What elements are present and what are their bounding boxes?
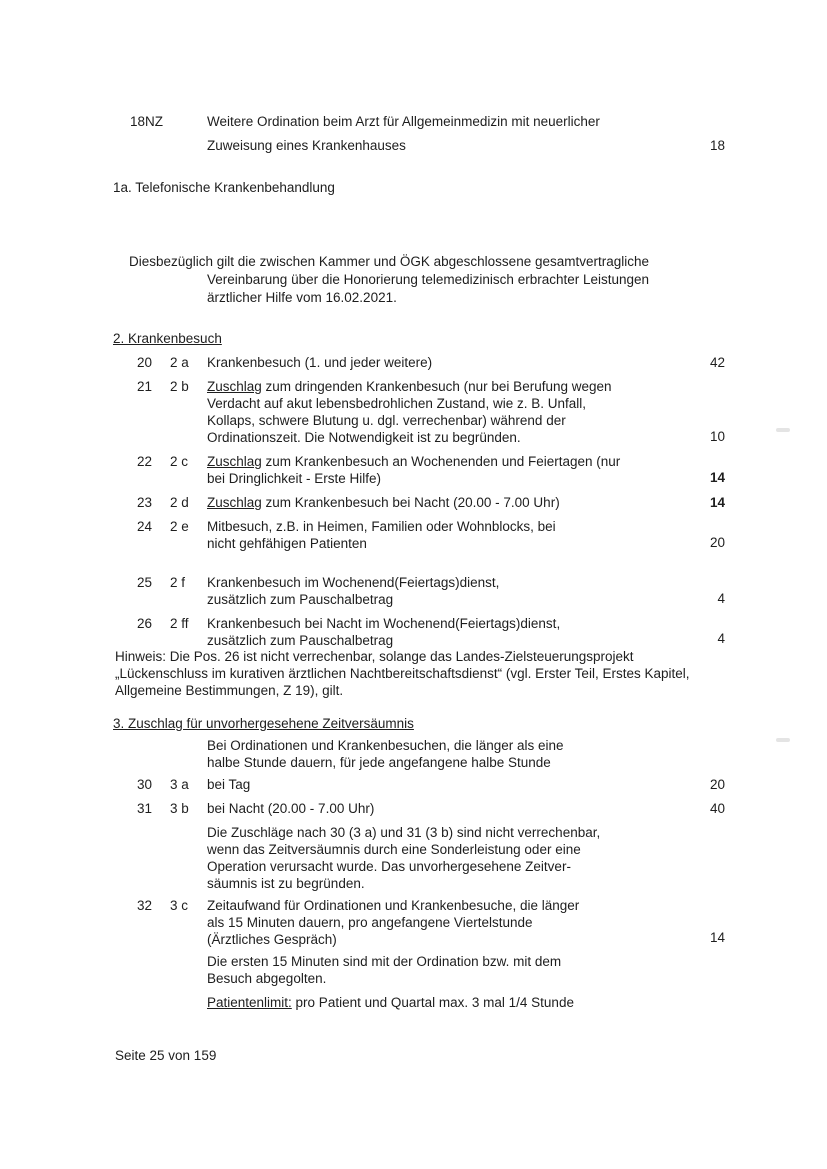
position-number: 24 [136, 519, 152, 534]
hint-text: Allgemeine Bestimmungen, Z 19), gilt. [115, 683, 344, 698]
section-3-intro: halbe Stunde dauern, für jede angefangene halbe Stunde [207, 755, 551, 770]
position-points: 10 [709, 429, 725, 444]
position-text [207, 453, 620, 470]
position-text: nicht gehfähigen Patienten [207, 536, 367, 551]
position-text: Krankenbesuch bei Nacht im Wochenend(Feiertags)dienst, [207, 616, 561, 631]
section-1a-text: Vereinbarung über die Honorierung telemedizinisch erbrachter Leistungen [207, 272, 650, 287]
position-text: Mitbesuch, z.B. in Heimen, Familien oder Wohnblocks, bei [207, 519, 556, 534]
position-code: 18NZ [130, 114, 164, 129]
position-text: Weitere Ordination beim Arzt für Allgemeinmedizin mit neuerlicher [207, 114, 600, 129]
position-text: als 15 Minuten dauern, pro angefangene Viertelstunde [207, 915, 533, 930]
position-points: 14 [709, 495, 725, 510]
position-code: 2 e [170, 519, 189, 534]
position-text: Krankenbesuch im Wochenend(Feiertags)dienst, [207, 575, 500, 590]
position-text: bei Tag [207, 777, 251, 792]
hint-text: Hinweis: Die Pos. 26 ist nicht verrechenbar, solange das Landes-Zielsteuerungsprojekt [115, 649, 634, 664]
position-text-rest: zum dringenden Krankenbesuch (nur bei Berufung wegen [261, 379, 612, 394]
position-points: 14 [709, 930, 725, 945]
patient-limit-label: Patientenlimit: [207, 995, 292, 1010]
position-number: 31 [136, 801, 152, 816]
position-points: 18 [709, 138, 725, 153]
position-text [207, 378, 612, 395]
section-3-note: Die Zuschläge nach 30 (3 a) und 31 (3 b) sind nicht verrechenbar, [207, 825, 601, 840]
position-number: 26 [136, 616, 152, 631]
scan-speck [776, 428, 790, 432]
position-points: 4 [717, 631, 725, 646]
patient-limit [207, 994, 574, 1011]
position-text: Ordinationszeit. Die Notwendigkeit ist zu begründen. [207, 430, 521, 445]
position-text-rest: zum Krankenbesuch bei Nacht (20.00 - 7.00 Uhr) [261, 495, 560, 510]
position-points: 20 [709, 535, 725, 550]
section-heading-3: 3. Zuschlag für unvorhergesehene Zeitversäumnis [113, 716, 414, 731]
section-heading-1a: 1a. Telefonische Krankenbehandlung [113, 180, 335, 195]
position-number: 21 [136, 379, 152, 394]
position-number: 30 [136, 777, 152, 792]
position-text: zusätzlich zum Pauschalbetrag [207, 633, 394, 648]
position-text: (Ärztliches Gespräch) [207, 932, 337, 947]
section-3-note: wenn das Zeitversäumnis durch eine Sonderleistung oder eine [207, 842, 581, 857]
scan-speck [776, 738, 790, 742]
section-3-note: Operation verursacht wurde. Das unvorhergesehene Zeitver- [207, 859, 571, 874]
position-text: Kollaps, schwere Blutung u. dgl. verrechenbar) während der [207, 413, 566, 428]
position-number: 20 [136, 355, 152, 370]
position-points: 14 [709, 470, 725, 485]
section-1a-text: ärztlicher Hilfe vom 16.02.2021. [207, 290, 397, 305]
hint-text: „Lückenschluss im kurativen ärztlichen Nachtbereitschaftsdienst“ (vgl. Erster Teil, Erstes Kapitel, [115, 666, 690, 681]
position-points: 20 [709, 777, 725, 792]
position-code: 3 a [170, 777, 189, 792]
position-points: 4 [717, 591, 725, 606]
section-heading-2: 2. Krankenbesuch [113, 331, 222, 346]
position-points: 40 [709, 801, 725, 816]
position-code: 2 f [170, 575, 186, 590]
zuschlag-label: Zuschlag [207, 454, 262, 469]
position-code: 2 ff [170, 616, 189, 631]
position-number: 32 [136, 898, 152, 913]
position-text: zusätzlich zum Pauschalbetrag [207, 592, 394, 607]
position-text: Zuweisung eines Krankenhauses [207, 138, 406, 153]
section-3-note: säumnis ist zu begründen. [207, 876, 365, 891]
position-text: Zeitaufwand für Ordinationen und Krankenbesuche, die länger [207, 898, 580, 913]
position-text: Krankenbesuch (1. und jeder weitere) [207, 355, 433, 370]
position-text: bei Dringlichkeit - Erste Hilfe) [207, 471, 382, 486]
patient-limit-text: pro Patient und Quartal max. 3 mal 1/4 Stunde [291, 995, 574, 1010]
position-text [207, 494, 560, 511]
position-text-rest: zum Krankenbesuch an Wochenenden und Feiertagen (nur [261, 454, 621, 469]
position-code: 2 b [170, 379, 189, 394]
position-text: bei Nacht (20.00 - 7.00 Uhr) [207, 801, 375, 816]
position-number: 25 [136, 575, 152, 590]
page-number: Seite 25 von 159 [115, 1048, 217, 1063]
section-1a-text: Diesbezüglich gilt die zwischen Kammer und ÖGK abgeschlossene gesamtvertragliche [129, 254, 650, 269]
position-text: Verdacht auf akut lebensbedrohlichen Zustand, wie z. B. Unfall, [207, 396, 586, 411]
zuschlag-label: Zuschlag [207, 495, 262, 510]
position-code: 2 d [170, 495, 189, 510]
position-code: 3 b [170, 801, 189, 816]
position-code: 3 c [170, 898, 189, 913]
position-number: 22 [136, 454, 152, 469]
position-code: 2 a [170, 355, 189, 370]
zuschlag-label: Zuschlag [207, 379, 262, 394]
section-3-intro: Bei Ordinationen und Krankenbesuchen, die länger als eine [207, 738, 564, 753]
position-code: 2 c [170, 454, 189, 469]
position-number: 23 [136, 495, 152, 510]
position-points: 42 [709, 355, 725, 370]
section-3c-note: Besuch abgegolten. [207, 971, 327, 986]
section-3c-note: Die ersten 15 Minuten sind mit der Ordination bzw. mit dem [207, 954, 562, 969]
